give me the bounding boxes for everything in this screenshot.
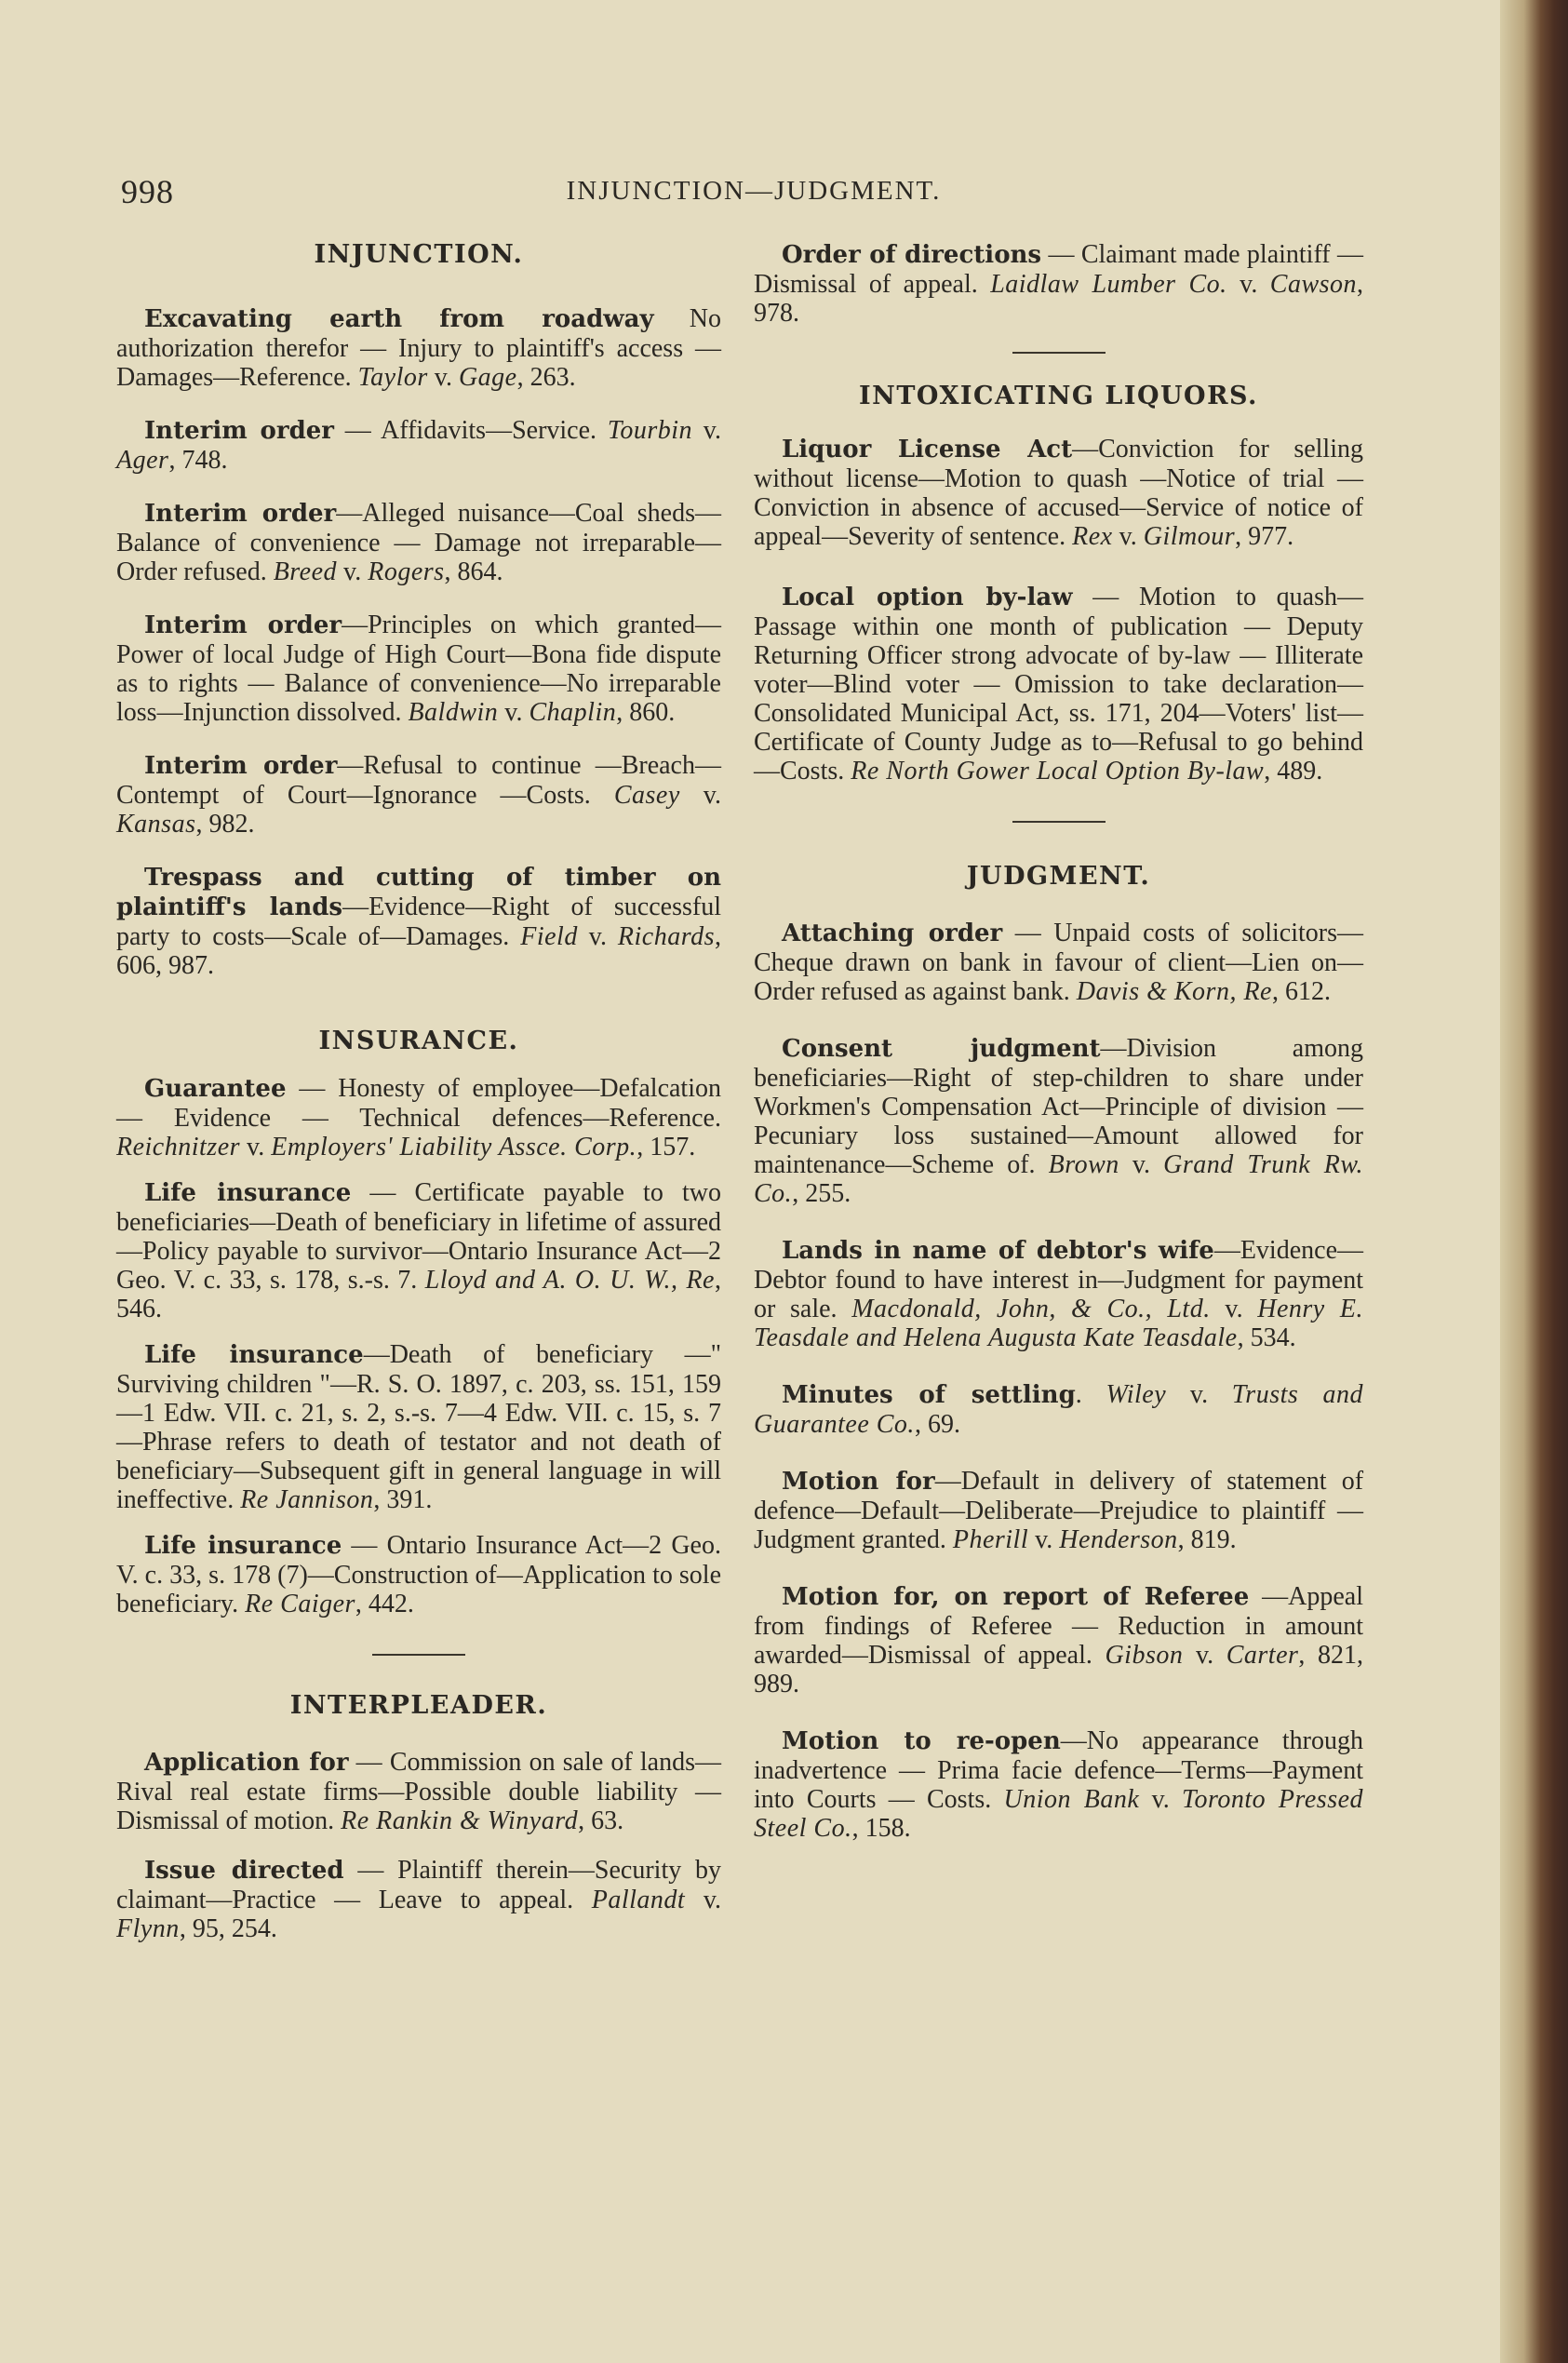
case-name: Brown xyxy=(1048,1150,1119,1179)
entry-term: Interim order xyxy=(144,417,335,445)
page-number: 998 xyxy=(121,173,174,210)
case-name: Union Bank xyxy=(1003,1785,1140,1814)
entry-term: Minutes of settling xyxy=(782,1381,1076,1409)
page-reference: , 612. xyxy=(1271,977,1331,1006)
entry-term: Local option by-law xyxy=(782,584,1073,611)
versus: v. xyxy=(498,698,529,727)
versus: v. xyxy=(1139,1785,1183,1814)
index-entry xyxy=(116,751,721,839)
case-party: Ager xyxy=(116,446,169,475)
entry-term: Interim order xyxy=(144,611,342,639)
case-name: Tourbin xyxy=(607,416,693,445)
case-party: Carter xyxy=(1226,1641,1299,1670)
entry-text: — Plaintiff therein—Security by claimant—Practice — Leave to appeal. xyxy=(116,1856,721,1914)
index-entry xyxy=(116,304,721,392)
case-party: Kansas xyxy=(116,810,196,839)
case-party: Employers' Liability Assce. Corp. xyxy=(271,1133,637,1161)
page-reference: , 864. xyxy=(444,557,503,586)
case-name: Breed xyxy=(273,557,338,586)
book-spine xyxy=(1500,0,1568,2363)
entry-text: —Conviction for selling without license—Motion to quash —Notice of trial — Conviction in absence of accused—Service of notice of appeal—Severity of sentence. xyxy=(754,435,1363,551)
page-reference: , 978. xyxy=(754,270,1364,328)
case-party: Richards xyxy=(617,922,715,951)
page-reference: , 157. xyxy=(637,1133,696,1161)
entry-text: . xyxy=(1075,1380,1106,1409)
page-reference: , 546. xyxy=(116,1266,721,1323)
entry-text: No authorization therefor — Injury to plaintiff's access — Damages—Reference. xyxy=(116,304,721,392)
page-reference: , 63. xyxy=(578,1806,624,1835)
index-entry xyxy=(116,1748,721,1835)
index-entry xyxy=(116,1074,721,1161)
index-entry xyxy=(116,611,721,727)
page-reference: , 69. xyxy=(914,1410,960,1439)
index-entry xyxy=(754,240,1363,328)
case-name: Reichnitzer xyxy=(116,1133,241,1161)
entry-term: Interim order xyxy=(144,752,338,780)
entry-text: — Claimant made plaintiff — Dismissal of appeal. xyxy=(754,240,1363,299)
entry-text: —Death of beneficiary —" Surviving children "—R. S. O. 1897, c. 203, ss. 151, 159—1 Edw. VII. c. 21, s. 2, s.-s. 7—4 Edw. VII. c. 15, s. 7—Phrase refers to death of testator and not death of beneficiary—Subsequent gift in general language in will ineffective. xyxy=(116,1340,721,1514)
entry-text: — Unpaid costs of solicitors—Cheque drawn on bank in favour of client—Lien on—Order refused as against bank. xyxy=(754,919,1363,1006)
case-name: Re Caiger xyxy=(245,1590,355,1618)
case-name: Wiley xyxy=(1106,1380,1167,1409)
page-reference: , 821, 989. xyxy=(754,1641,1364,1698)
case-party: Grand Trunk Rw. Co. xyxy=(754,1150,1363,1208)
index-entry xyxy=(754,1467,1363,1554)
section-heading-insurance: INSURANCE. xyxy=(318,1027,519,1055)
index-entry xyxy=(754,1034,1363,1208)
entry-term: Motion to re-open xyxy=(782,1727,1061,1755)
case-name: Re Jannison xyxy=(240,1485,374,1514)
case-party: Rogers xyxy=(368,557,445,586)
entries-continued xyxy=(754,240,1363,328)
case-name: Taylor xyxy=(357,363,428,392)
versus: v. xyxy=(1183,1641,1226,1670)
index-entry xyxy=(754,1726,1363,1843)
page-reference: , 977. xyxy=(1235,522,1294,551)
page-reference: , 255. xyxy=(792,1179,851,1208)
entry-text: —Evidence—Debtor found to have interest in—Judgment for payment or sale. xyxy=(754,1236,1363,1323)
case-party: Gage xyxy=(458,363,517,392)
entry-text: —Alleged nuisance—Coal sheds—Balance of convenience — Damage not irreparable—Order refused. xyxy=(116,499,721,586)
entry-text: —No appearance through inadvertence — Prima facie defence—Terms—Payment into Courts — Costs. xyxy=(754,1726,1363,1814)
case-name: Re North Gower Local Option By-law xyxy=(851,757,1265,785)
page-reference: , 95, 254. xyxy=(179,1914,277,1943)
entry-text: —Principles on which granted—Power of local Judge of High Court—Bona fide dispute as to rights — Balance of convenience—No irreparable loss—Injunction dissolved. xyxy=(116,611,722,727)
entry-text: —Refusal to continue —Breach—Contempt of Court—Ignorance —Costs. xyxy=(116,751,721,810)
entries-interpleader xyxy=(116,1748,721,1943)
index-entry xyxy=(754,919,1363,1006)
versus: v. xyxy=(427,363,459,392)
case-party: Trusts and Guarantee Co. xyxy=(754,1380,1363,1439)
index-entry xyxy=(116,1856,721,1943)
entries-injunction xyxy=(116,304,721,980)
case-name: Re Rankin & Winyard xyxy=(341,1806,579,1835)
case-name: Pallandt xyxy=(591,1886,686,1914)
entry-term: Liquor License Act xyxy=(782,436,1073,463)
case-name: Macdonald, John, & Co., Ltd. xyxy=(851,1295,1211,1323)
page-reference: , 158. xyxy=(851,1814,911,1843)
page-reference: , 606, 987. xyxy=(116,922,721,980)
versus: v. xyxy=(692,416,721,445)
entry-text: —Default in delivery of statement of defence—Default—Deliberate—Prejudice to plaintiff — Judgment granted. xyxy=(754,1467,1364,1554)
index-entry xyxy=(754,583,1363,785)
case-party: Cawson xyxy=(1269,270,1358,299)
section-heading-interpleader: INTERPLEADER. xyxy=(289,1691,548,1720)
entry-term: Guarantee xyxy=(144,1075,287,1103)
case-party: Flynn xyxy=(116,1914,180,1943)
case-party: Henderson xyxy=(1059,1525,1178,1554)
entry-text: —Evidence—Right of successful party to costs—Scale of—Damages. xyxy=(116,893,721,951)
index-entry xyxy=(116,1178,721,1323)
entry-term: Consent judgment xyxy=(782,1035,1101,1063)
entry-term: Excavating earth from roadway xyxy=(144,305,654,333)
entry-term: Life insurance xyxy=(144,1532,342,1560)
entries-insurance xyxy=(116,1074,721,1618)
entry-text: — Affidavits—Service. xyxy=(334,416,608,445)
section-heading-injunction: INJUNCTION. xyxy=(314,240,524,269)
running-title: INJUNCTION—JUDGMENT. xyxy=(566,176,942,206)
versus: v. xyxy=(1166,1380,1232,1409)
case-name: Laidlaw Lumber Co. xyxy=(990,270,1227,299)
entry-text: — Ontario Insurance Act—2 Geo. V. c. 33, s. 178 (7)—Construction of—Application to sole beneficiary. xyxy=(116,1531,721,1618)
entry-term: Attaching order xyxy=(782,920,1003,947)
entry-text: —Division among beneficiaries—Right of step-children to share under Workmen's Compensation Act—Principle of division — Pecuniary loss sustained—Amount allowed for maintenance—Scheme of. xyxy=(754,1034,1363,1179)
index-entry xyxy=(116,1531,721,1618)
case-name: Gibson xyxy=(1105,1641,1184,1670)
versus: v. xyxy=(1028,1525,1060,1554)
index-entry xyxy=(116,1340,721,1514)
entries-intoxicating-liquors xyxy=(754,435,1363,785)
versus: v. xyxy=(577,922,618,951)
page-reference: , 748. xyxy=(168,446,228,475)
index-entry xyxy=(754,1380,1363,1439)
case-name: Davis & Korn, Re xyxy=(1076,977,1272,1006)
versus: v. xyxy=(679,781,721,810)
section-divider xyxy=(1012,352,1106,354)
section-divider xyxy=(1012,821,1106,823)
versus: v. xyxy=(685,1886,721,1914)
case-party: Chaplin xyxy=(529,698,617,727)
entry-term: Trespass and cutting of timber on plaintiff's lands xyxy=(116,864,721,921)
case-name: Rex xyxy=(1072,522,1113,551)
entry-term: Order of directions xyxy=(782,241,1042,269)
versus: v. xyxy=(1119,1150,1164,1179)
entries-judgment xyxy=(754,919,1363,1843)
index-entry xyxy=(116,499,721,586)
page-reference: , 442. xyxy=(355,1590,414,1618)
page-reference: , 489. xyxy=(1264,757,1323,785)
entry-term: Lands in name of debtor's wife xyxy=(782,1237,1214,1265)
case-name: Pherill xyxy=(952,1525,1029,1554)
page-reference: , 819. xyxy=(1177,1525,1237,1554)
right-column xyxy=(754,240,1363,1843)
entry-text: — Certificate payable to two beneficiaries—Death of beneficiary in lifetime of assured—Policy payable to survivor—Ontario Insurance Act—2 Geo. V. c. 33, s. 178, s.-s. 7. xyxy=(116,1178,721,1295)
section-heading-intoxicating-liquors: INTOXICATING LIQUORS. xyxy=(859,382,1258,410)
entry-text: —Appeal from findings of Referee — Reduction in amount awarded—Dismissal of appeal. xyxy=(754,1582,1363,1670)
left-column xyxy=(116,240,721,1943)
entry-term: Application for xyxy=(144,1749,349,1777)
index-entry xyxy=(754,435,1363,551)
case-name: Casey xyxy=(613,781,680,810)
entry-text: — Honesty of employee—Defalcation — Evidence — Technical defences—Reference. xyxy=(116,1074,721,1133)
entry-term: Life insurance xyxy=(144,1179,352,1207)
versus: v. xyxy=(1112,522,1144,551)
versus: v. xyxy=(1210,1295,1258,1323)
entry-text: — Commission on sale of lands—Rival real estate firms—Possible double liability — Dismissal of motion. xyxy=(116,1748,722,1835)
entry-term: Motion for xyxy=(782,1468,935,1496)
entry-term: Motion for, on report of Referee xyxy=(782,1583,1250,1611)
section-divider xyxy=(372,1654,465,1656)
case-name: Baldwin xyxy=(408,698,499,727)
section-heading-judgment: JUDGMENT. xyxy=(966,862,1151,891)
versus: v. xyxy=(1226,270,1270,299)
index-entry xyxy=(116,863,721,980)
page-reference: , 860. xyxy=(616,698,676,727)
page-header xyxy=(121,172,1387,209)
entry-term: Interim order xyxy=(144,500,337,528)
index-entry xyxy=(754,1582,1363,1698)
page-reference: , 263. xyxy=(516,363,576,392)
case-party: Toronto Pressed Steel Co. xyxy=(754,1785,1364,1843)
entry-term: Issue directed xyxy=(144,1857,344,1885)
versus: v. xyxy=(240,1133,272,1161)
page-reference: , 534. xyxy=(1237,1323,1296,1352)
entry-text: — Motion to quash—Passage within one month of publication — Deputy Returning Officer strong advocate of by-law — Illiterate voter—Blind voter — Omission to take declaration—Consolidated Municipal Act, ss. 171, 204—Voters' list—Certificate of County Judge as to—Refusal to go behind—Costs. xyxy=(754,583,1363,785)
page-reference: , 982. xyxy=(195,810,255,839)
case-name: Lloyd and A. O. U. W., Re xyxy=(424,1266,715,1295)
case-party: Gilmour xyxy=(1143,522,1236,551)
page-reference: , 391. xyxy=(373,1485,433,1514)
index-entry xyxy=(754,1236,1363,1352)
index-entry xyxy=(116,416,721,475)
versus: v. xyxy=(337,557,369,586)
entry-term: Life insurance xyxy=(144,1341,364,1369)
case-name: Field xyxy=(520,922,578,951)
case-party: Henry E. Teasdale and Helena Augusta Kate Teasdale xyxy=(754,1295,1364,1352)
